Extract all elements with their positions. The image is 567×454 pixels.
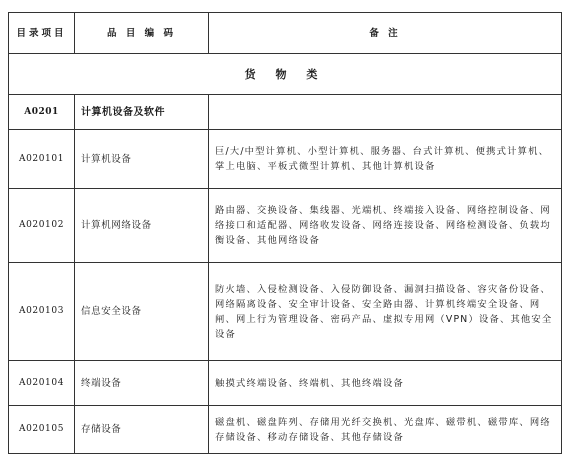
header-catalog-item: 目录项目 bbox=[9, 13, 75, 54]
row-note: 磁盘机、磁盘阵列、存储用光纤交换机、光盘库、磁带机、磁带库、网络存储设备、移动存储设备、其他存储设备 bbox=[209, 406, 562, 454]
row-note: 路由器、交换设备、集线器、光端机、终端接入设备、网络控制设备、网络接口和适配器、网络收发设备、网络连接设备、网络检测设备、负载均衡设备、其他网络设备 bbox=[209, 189, 562, 263]
row-code: A020104 bbox=[9, 361, 75, 406]
row-note: 防火墙、入侵检测设备、入侵防御设备、漏洞扫描设备、容灾备份设备、网络隔离设备、安全审计设备、安全路由器、计算机终端安全设备、网闸、网上行为管理设备、密码产品、虚拟专用网（VPN）设备、其他安全设备 bbox=[209, 263, 562, 361]
table-row bbox=[9, 189, 562, 263]
catalog-table bbox=[8, 12, 562, 454]
row-name: 终端设备 bbox=[75, 361, 209, 406]
table-row bbox=[9, 130, 562, 189]
row-code: A020102 bbox=[9, 189, 75, 263]
row-name: 计算机设备 bbox=[75, 130, 209, 189]
row-name: 信息安全设备 bbox=[75, 263, 209, 361]
header-item-code: 品 目 编 码 bbox=[75, 13, 209, 54]
group-note bbox=[209, 95, 562, 130]
table-row bbox=[9, 361, 562, 406]
row-name: 计算机网络设备 bbox=[75, 189, 209, 263]
catalog-table-container bbox=[8, 12, 561, 454]
row-note: 触摸式终端设备、终端机、其他终端设备 bbox=[209, 361, 562, 406]
header-row bbox=[9, 13, 562, 54]
row-name: 存储设备 bbox=[75, 406, 209, 454]
table-row bbox=[9, 406, 562, 454]
category-title: 货 物 类 bbox=[9, 54, 562, 95]
group-name: 计算机设备及软件 bbox=[75, 95, 209, 130]
row-code: A020101 bbox=[9, 130, 75, 189]
row-code: A020105 bbox=[9, 406, 75, 454]
row-code: A020103 bbox=[9, 263, 75, 361]
group-row bbox=[9, 95, 562, 130]
row-note: 巨/大/中型计算机、小型计算机、服务器、台式计算机、便携式计算机、掌上电脑、平板式微型计算机、其他计算机设备 bbox=[209, 130, 562, 189]
header-remarks: 备 注 bbox=[209, 13, 562, 54]
group-code: A0201 bbox=[9, 95, 75, 130]
category-row bbox=[9, 54, 562, 95]
table-row bbox=[9, 263, 562, 361]
